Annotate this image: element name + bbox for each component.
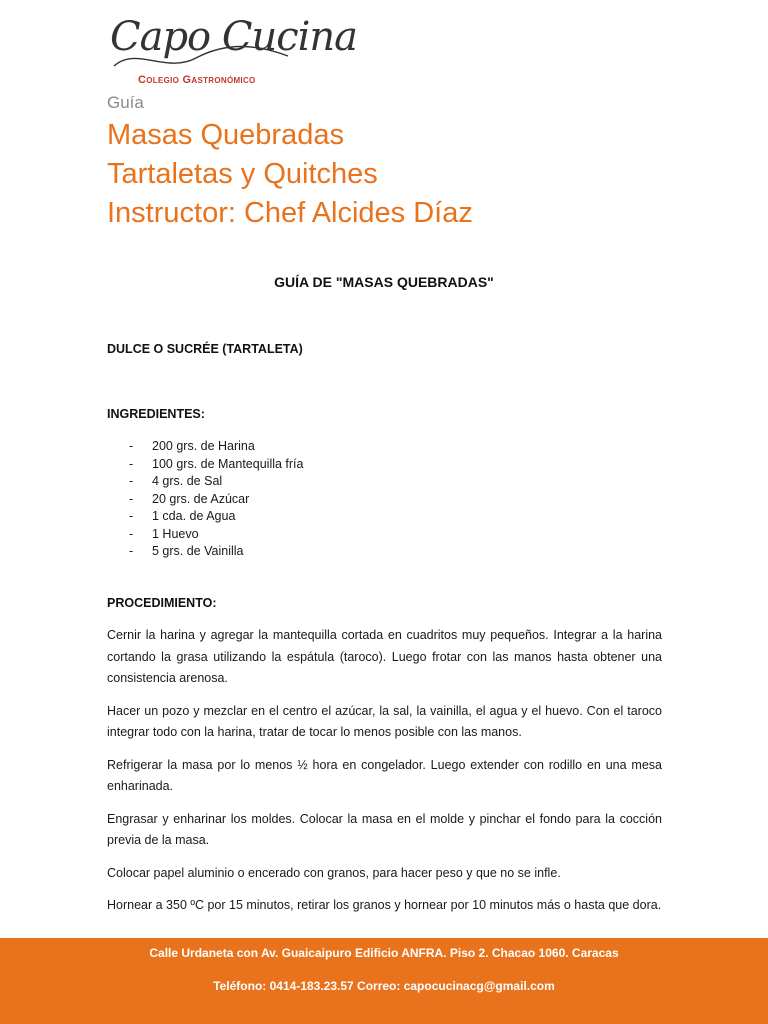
- procedure-paragraph: Hornear a 350 ºC por 15 minutos, retirar los granos y hornear por 10 minutos más o hasta que dora.: [107, 898, 662, 912]
- logo-name: Capo Cucina: [110, 14, 358, 60]
- page-title: [107, 116, 473, 233]
- bullet: -: [129, 456, 134, 471]
- ingredient-text: 1 Huevo: [152, 526, 199, 541]
- logo: [106, 14, 358, 94]
- list-item: [107, 438, 303, 456]
- list-item: [107, 543, 303, 561]
- ingredient-text: 100 grs. de Mantequilla fría: [152, 456, 304, 471]
- ingredient-text: 4 grs. de Sal: [152, 474, 223, 488]
- footer: [0, 938, 768, 1024]
- list-item: [107, 508, 303, 526]
- bullet: -: [129, 491, 134, 506]
- list-item: [107, 526, 303, 544]
- ingredient-text: 5 grs. de Vainilla: [152, 544, 244, 558]
- procedure-steps: [107, 625, 662, 928]
- bullet: -: [129, 544, 134, 558]
- guide-label: Guía: [107, 93, 144, 112]
- title-line: Tartaletas y Quitches: [107, 158, 378, 190]
- procedure-paragraph: Engrasar y enharinar los moldes. Colocar la masa en el molde y pinchar el fondo para la cocción previa de la masa.: [107, 811, 662, 847]
- title-line: Instructor: Chef Alcides Díaz: [107, 197, 473, 229]
- procedure-paragraph: Cernir la harina y agregar la mantequilla cortada en cuadritos muy pequeños. Integrar a la harina cortando la grasa utilizando la espátula (taroco). Luego frotar con las manos hasta obtener una consistencia arenosa.: [107, 628, 662, 685]
- recipe-title: DULCE O SUCRÉE (TARTALETA): [107, 342, 303, 356]
- list-item: [107, 473, 303, 491]
- bullet: -: [129, 474, 134, 488]
- bullet: -: [129, 439, 134, 453]
- list-item: [107, 491, 303, 509]
- procedure-paragraph: Colocar papel aluminio o encerado con granos, para hacer peso y que no se infle.: [107, 865, 561, 880]
- list-item: [107, 456, 303, 474]
- ingredient-text: 20 grs. de Azúcar: [152, 491, 250, 506]
- procedure-label: PROCEDIMIENTO:: [107, 596, 217, 610]
- logo-subtitle: Colegio Gastronómico: [138, 74, 256, 86]
- bullet: -: [129, 509, 134, 523]
- document-heading: GUÍA DE "MASAS QUEBRADAS": [274, 274, 494, 290]
- ingredients-list: [107, 438, 303, 561]
- footer-address: Calle Urdaneta con Av. Guaicaipuro Edificio ANFRA. Piso 2. Chacao 1060. Caracas: [149, 946, 619, 960]
- procedure-paragraph: Hacer un pozo y mezclar en el centro el azúcar, la sal, la vainilla, el agua y el huevo. Con el taroco integrar todo con la harina, tratar de tocar lo menos posible con las manos.: [107, 703, 662, 739]
- ingredient-text: 1 cda. de Agua: [152, 509, 236, 523]
- procedure-paragraph: Refrigerar la masa por lo menos ½ hora en congelador. Luego extender con rodillo en una mesa enharinada.: [107, 757, 662, 793]
- ingredient-text: 200 grs. de Harina: [152, 439, 255, 453]
- footer-contact: Teléfono: 0414-183.23.57 Correo: capocucinacg@gmail.com: [213, 979, 555, 993]
- title-line: Masas Quebradas: [107, 119, 344, 151]
- bullet: -: [129, 526, 134, 541]
- ingredients-label: INGREDIENTES:: [107, 407, 205, 421]
